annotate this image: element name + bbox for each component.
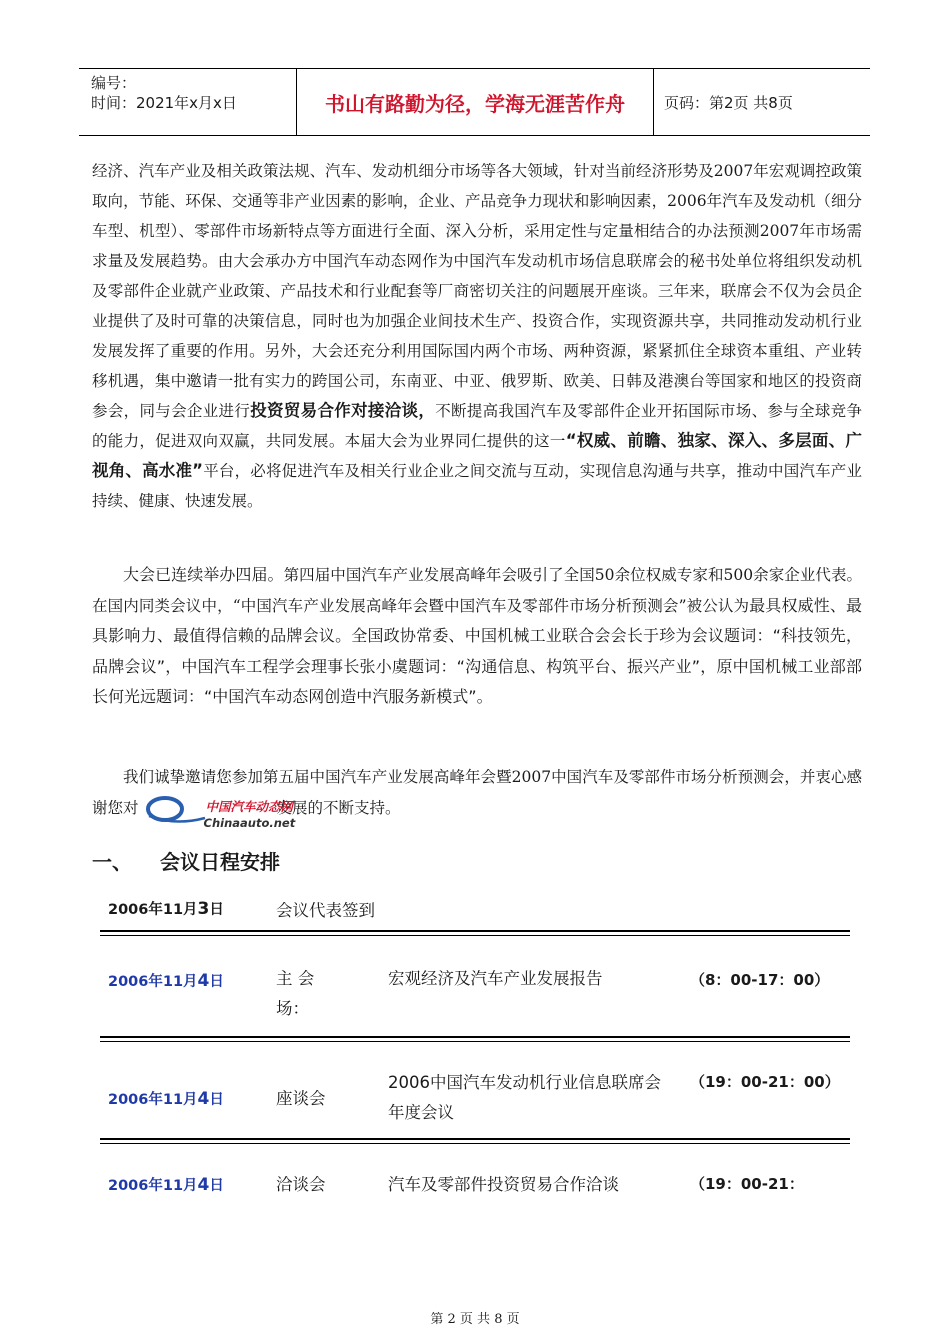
schedule-row (100, 964, 850, 1030)
schedule-type: 会议代表签到 (276, 901, 375, 920)
schedule-row (100, 1168, 850, 1202)
schedule-time: （19：00-21：00） (690, 1073, 840, 1091)
p1-bold-1: 投资贸易合作对接洽谈， (250, 401, 436, 420)
date-part: 2006年11月 (108, 902, 198, 918)
date-day: 3 (197, 899, 210, 919)
p2-sans-1: 大会已连续举办四届。 (123, 565, 284, 584)
schedule-date (108, 1088, 224, 1109)
p1-bold-2: “权威、前瞻、独家、深入、多层面、广视角、高水准” (92, 431, 862, 480)
schedule-type: 座谈会 (276, 1089, 326, 1108)
schedule-type: 洽谈会 (276, 1175, 326, 1194)
schedule-divider (100, 1138, 850, 1144)
date-part: 2006年11月 (108, 1178, 198, 1194)
date-part: 2006年11月 (108, 974, 198, 990)
date-day: 4 (197, 971, 210, 991)
schedule-title: 宏观经济及汽车产业发展报告 (388, 969, 603, 988)
body-paragraph-3 (92, 762, 862, 830)
schedule-divider (100, 1036, 850, 1042)
date-suffix: 日 (209, 974, 224, 990)
schedule-date (108, 1174, 224, 1195)
date-day: 4 (197, 1089, 210, 1109)
schedule-row (100, 1066, 850, 1132)
schedule-title: 2006中国汽车发动机行业信息联席会年度会议 (388, 1073, 661, 1122)
chinaauto-logo (145, 792, 296, 830)
p3-text-b: 发展的不断支持。 (276, 799, 401, 817)
date-part: 2006年11月 (108, 1092, 198, 1108)
header-motto: 书山有路勤为径，学海无涯苦作舟 (297, 69, 654, 135)
page-footer: 第 2 页 共 8 页 (430, 1312, 520, 1327)
header-time-label: 时间：2021年x月x日 (91, 94, 237, 112)
logo-en-text: Chinaauto.net (203, 816, 296, 830)
date-suffix: 日 (209, 902, 224, 918)
schedule-date (108, 898, 224, 919)
schedule-type: 主 会 场： (276, 969, 315, 1018)
schedule-time: （8：00-17：00） (690, 971, 830, 989)
p3-text-a: 我们诚挚邀请您参加第五届中国汽车产业发展高峰年会暨2007中国汽车及零部件市场分析预测会，并衷心感谢您对 (92, 768, 862, 817)
header-meta (79, 69, 297, 135)
page-header (79, 68, 870, 136)
p1-text-b: 不断提高我国汽车及零部件企业开拓国际市场、参与全球竞争的能力，促进双向双赢，共同发展。本届大会为业界同仁提供的这一 (92, 402, 862, 450)
p1-text-a: 经济、汽车产业及相关政策法规、汽车、发动机细分市场等各大领域，针对当前经济形势及2007年宏观调控政策取向，节能、环保、交通等非产业因素的影响，企业、产品竞争力现状和影响因素，2006年汽车及发动机（细分车型、机型）、零部件市场新特点等方面进行全面、深入分析，采用定性与定量相结合的办法预测2007年市场需求量及发展趋势。由大会承办方中国汽车动态网作为中国汽车发动机市场信息联席会的秘书处单位将组织发动机及零部件企业就产业政策、产品技术和行业配套等厂商密切关注的问题展开座谈。三年来，联席会不仅为会员企业提供了及时可靠的决策信息，同时也为加强企业间技术生产、投资合作，实现资源共享，共同推动发动机行业发展发挥了重要的作用。另外，大会还充分利用国际国内两个市场、两种资源，紧紧抓住全球资本重组、产业转移机遇，集中邀请一批有实力的跨国公司，东南亚、中亚、俄罗斯、欧美、日韩及港澳台等国家和地区的投资商参会，同与会企业进行 (92, 162, 862, 420)
p2-text-a: 第四届中国汽车产业发展高峰年会吸引了全国50余位权威专家和500余家企业代表。在国内同类会议中，“中国汽车产业发展高峰年会暨中国汽车及零部件市场分析预测会”被公认为 (92, 566, 862, 615)
schedule-time: （19：00-21： (690, 1175, 804, 1193)
schedule-row (100, 896, 850, 926)
section-heading (92, 846, 280, 875)
body-paragraph-1 (92, 156, 862, 516)
body-paragraph-2 (92, 560, 862, 713)
section-title: 会议日程安排 (160, 850, 280, 874)
schedule-divider (100, 930, 850, 936)
schedule-date (108, 970, 224, 991)
p2-sans-2: 最具权威性、最具影响力、最值得信赖的品牌会议。全国政协常委、中国机械工业联合会会长于珍为会议题词：“科技领先，品牌会议”，中国汽车工程学会理事长张小虞题词：“沟通信息、构筑平台、振兴产业”，原中国机械工业部部长何光远题词：“中国汽车动态网创造中汽服务新模式”。 (92, 595, 862, 706)
logo-cn-text: 中国汽车动态网 (205, 799, 294, 814)
header-number-label: 编号： (91, 74, 137, 92)
date-day: 4 (197, 1175, 210, 1195)
date-suffix: 日 (209, 1178, 224, 1194)
section-number: 一、 (92, 850, 132, 874)
header-page-label: 页码：第2页 共8页 (664, 93, 793, 112)
date-suffix: 日 (209, 1092, 224, 1108)
p1-text-c: 平台，必将促进汽车及相关行业企业之间交流与互动，实现信息沟通与共享，推动中国汽车产业持续、健康、快速发展。 (92, 462, 862, 510)
schedule-title: 汽车及零部件投资贸易合作洽谈 (388, 1175, 619, 1194)
